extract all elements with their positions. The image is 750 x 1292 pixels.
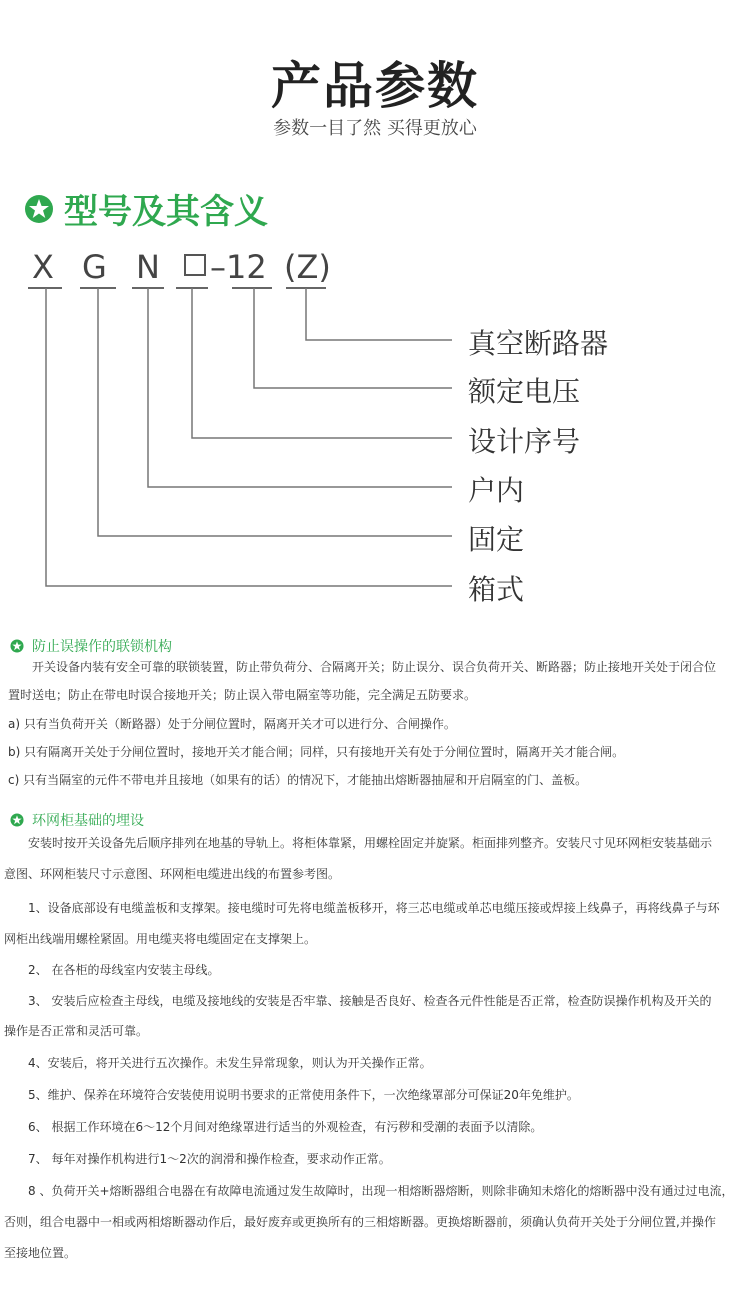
paragraph: 4、安装后，将开关进行五次操作。未发生异常现象，则认为开关操作正常。 [28, 1056, 432, 1070]
paragraph: 置时送电；防止在带电时误合接地开关；防止误入带电隔室等功能，完全满足五防要求。 [8, 688, 477, 702]
page-title: 产品参数 [271, 57, 479, 115]
code-letter-x: X [32, 248, 54, 286]
paragraph: 至接地位置。 [4, 1246, 77, 1260]
meaning-vacuum-breaker: 真空断路器 [468, 327, 609, 360]
star-badge-icon [10, 639, 24, 653]
paragraph: 6、 根据工作环境在6～12个月间对绝缘罩进行适当的外观检查，有污秽和受潮的表面予以清除。 [28, 1120, 543, 1134]
paragraph: 5、维护、保养在环境符合安装使用说明书要求的正常使用条件下，一次绝缘罩部分可保证20年免维护。 [28, 1088, 579, 1102]
paragraph: a) 只有当负荷开关（断路器）处于分闸位置时，隔离开关才可以进行分、合闸操作。 [8, 717, 456, 731]
code-letter-n: N [136, 248, 160, 286]
meaning-indoor: 户内 [468, 474, 525, 507]
meaning-box-type: 箱式 [468, 573, 525, 606]
model-section-title: 型号及其含义 [64, 192, 268, 232]
code-type-z: (Z) [284, 248, 331, 286]
paragraph: 2、 在各柜的母线室内安装主母线。 [28, 963, 220, 977]
interlock-section-title: 防止误操作的联锁机构 [32, 639, 172, 655]
paragraph: 网柜出线端用螺栓紧固。用电缆夹将电缆固定在支撑架上。 [4, 932, 317, 946]
paragraph: 开关设备内装有安全可靠的联锁装置，防止带负荷分、合隔离开关；防止误分、误合负荷开关、断路器；防止接地开关处于闭合位 [32, 660, 717, 674]
paragraph: 7、 每年对操作机构进行1～2次的润滑和操作检查，要求动作正常。 [28, 1152, 391, 1166]
paragraph: c) 只有当隔室的元件不带电并且接地（如果有的话）的情况下，才能抽出熔断器抽屉和开启隔室的门、盖板。 [8, 773, 588, 787]
paragraph: 意图、环网柜装尺寸示意图、环网柜电缆进出线的布置参考图。 [4, 867, 341, 881]
meaning-design-number: 设计序号 [468, 425, 581, 458]
meaning-rated-voltage: 额定电压 [468, 375, 581, 408]
page-subtitle: 参数一目了然 买得更放心 [273, 118, 477, 139]
star-badge-icon [10, 813, 24, 827]
model-diagram-lines [0, 0, 750, 620]
paragraph: 1、设备底部设有电缆盖板和支撑架。接电缆时可先将电缆盖板移开，将三芯电缆或单芯电缆压接或焊接上线鼻子，再将线鼻子与环 [28, 901, 720, 915]
code-letter-g: G [82, 248, 107, 286]
paragraph: 8 、负荷开关+熔断器组合电器在有故障电流通过发生故障时，出现一相熔断器熔断，则除非确知未熔化的熔断器中没有通过过电流， [28, 1184, 734, 1198]
code-voltage: –12 [210, 248, 267, 286]
paragraph: 3、 安装后应检查主母线，电缆及接地线的安装是否牢靠、接触是否良好、检查各元件性能是否正常，检查防误操作机构及开关的 [28, 994, 712, 1008]
paragraph: 否则，组合电器中一相或两相熔断器动作后，最好废弃或更换所有的三相熔断器。更换熔断器前，须确认负荷开关处于分闸位置,并操作 [4, 1215, 716, 1229]
paragraph: 安装时按开关设备先后顺序排列在地基的导轨上。将柜体靠紧，用螺栓固定并旋紧。柜面排列整齐。安装尺寸见环网柜安装基础示 [28, 836, 713, 850]
meaning-fixed: 固定 [468, 523, 525, 556]
foundation-section-title: 环网柜基础的埋设 [32, 813, 144, 829]
paragraph: 操作是否正常和灵活可靠。 [4, 1024, 149, 1038]
foundation-section-heading [10, 810, 144, 830]
paragraph: b) 只有隔离开关处于分闸位置时，接地开关才能合闸；同样，只有接地开关有处于分闸位置时，隔离开关才能合闸。 [8, 745, 625, 759]
